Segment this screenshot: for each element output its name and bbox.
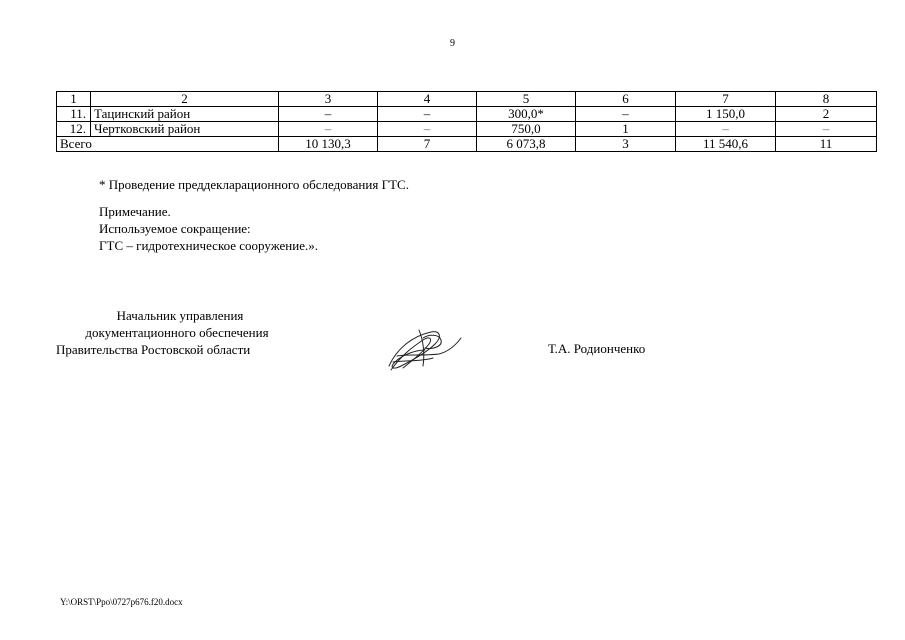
table-cell: 2 — [776, 107, 877, 122]
table-cell: – — [378, 107, 477, 122]
data-table — [56, 91, 877, 152]
total-label: Всего — [57, 137, 279, 152]
total-cell: 3 — [576, 137, 676, 152]
note-line: ГТС – гидротехническое сооружение.». — [99, 238, 318, 253]
note-title: Примечание. — [99, 204, 171, 219]
file-path: Y:\ORST\Ppo\0727p676.f20.docx — [60, 597, 183, 607]
table-header-row — [57, 92, 877, 107]
table-row — [57, 122, 877, 137]
signer-title-line: Правительства Ростовской области — [56, 342, 251, 357]
total-cell: 11 540,6 — [676, 137, 776, 152]
signer-title-block — [56, 307, 292, 358]
table-cell: – — [576, 107, 676, 122]
total-cell: 7 — [378, 137, 477, 152]
signer-title-line: Начальник управления — [116, 308, 244, 323]
header-cell: 4 — [378, 92, 477, 107]
header-cell: 2 — [91, 92, 279, 107]
row-number: 12. — [57, 122, 91, 137]
total-cell: 10 130,3 — [279, 137, 378, 152]
note-block — [99, 203, 318, 254]
footnote: * Проведение преддекларационного обследования ГТС. — [99, 177, 409, 192]
table-cell: – — [676, 122, 776, 137]
table-row — [57, 107, 877, 122]
table-cell: 750,0 — [477, 122, 576, 137]
header-cell: 1 — [57, 92, 91, 107]
table-cell: – — [776, 122, 877, 137]
total-cell: 11 — [776, 137, 877, 152]
table-cell: – — [279, 107, 378, 122]
table-cell: 1 — [576, 122, 676, 137]
header-cell: 3 — [279, 92, 378, 107]
signer-name: Т.А. Родионченко — [548, 341, 646, 356]
header-cell: 5 — [477, 92, 576, 107]
table-total-row — [57, 137, 877, 152]
note-line: Используемое сокращение: — [99, 221, 251, 236]
table-cell: 300,0* — [477, 107, 576, 122]
total-cell: 6 073,8 — [477, 137, 576, 152]
signature-image — [383, 326, 463, 374]
row-number: 11. — [57, 107, 91, 122]
header-cell: 8 — [776, 92, 877, 107]
header-cell: 7 — [676, 92, 776, 107]
signer-title-line: документационного обеспечения — [85, 325, 269, 340]
header-cell: 6 — [576, 92, 676, 107]
table-cell: – — [279, 122, 378, 137]
district-name: Чертковский район — [91, 122, 279, 137]
district-name: Тацинский район — [91, 107, 279, 122]
table-cell: 1 150,0 — [676, 107, 776, 122]
table-cell: – — [378, 122, 477, 137]
page-number: 9 — [450, 38, 455, 49]
